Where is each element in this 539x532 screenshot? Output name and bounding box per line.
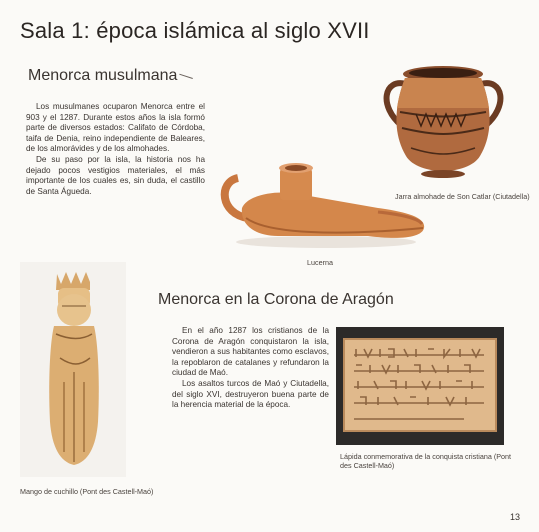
knife-handle-image [20,262,126,477]
oil-lamp-image [218,156,432,252]
page-number: 13 [510,512,521,522]
section1-text [26,102,205,197]
decorative-stroke [179,68,194,79]
section1-paragraph: De su paso por la isla, la historia nos ha dejado pocos vestigios materiales, el más importante de los cuales es, sin duda, el castillo de Santa Águeda. [26,154,205,196]
caption-lamp: Lucerna [307,258,333,267]
commemorative-stone-image [336,327,504,445]
section1-paragraph: Los musulmanes ocuparon Menorca entre el 903 y el 1287. Durante estos años la isla formó parte de diversos estados: Califato de Córdoba, taifa de Denia, reino independiente de Baleares, de los almorávides y de los almohades. [26,102,205,154]
section-heading-corona-aragon: Menorca en la Corona de Aragón [158,291,394,308]
section2-paragraph: Los asaltos turcos de Maó y Ciutadella, del siglo XVI, destruyeron buena parte de la herencia material de la época. [172,378,329,410]
page-title: Sala 1: época islámica al siglo XVII [20,18,370,43]
section2-paragraph: En el año 1287 los cristianos de la Corona de Aragón conquistaron la isla, vendieron a sus habitantes como esclavos, la repoblaron de catalanes y refundaron la ciudad de Maó. [172,326,329,378]
caption-knife-handle: Mango de cuchillo (Pont des Castell-Maó) [20,487,154,496]
section2-text [172,326,329,411]
section-heading-menorca-musulmana: Menorca musulmana [28,67,178,84]
caption-jar: Jarra almohade de Son Catlar (Ciutadella) [395,192,530,201]
caption-stone: Lápida conmemorativa de la conquista cristiana (Pont des Castell-Maó) [340,452,511,470]
